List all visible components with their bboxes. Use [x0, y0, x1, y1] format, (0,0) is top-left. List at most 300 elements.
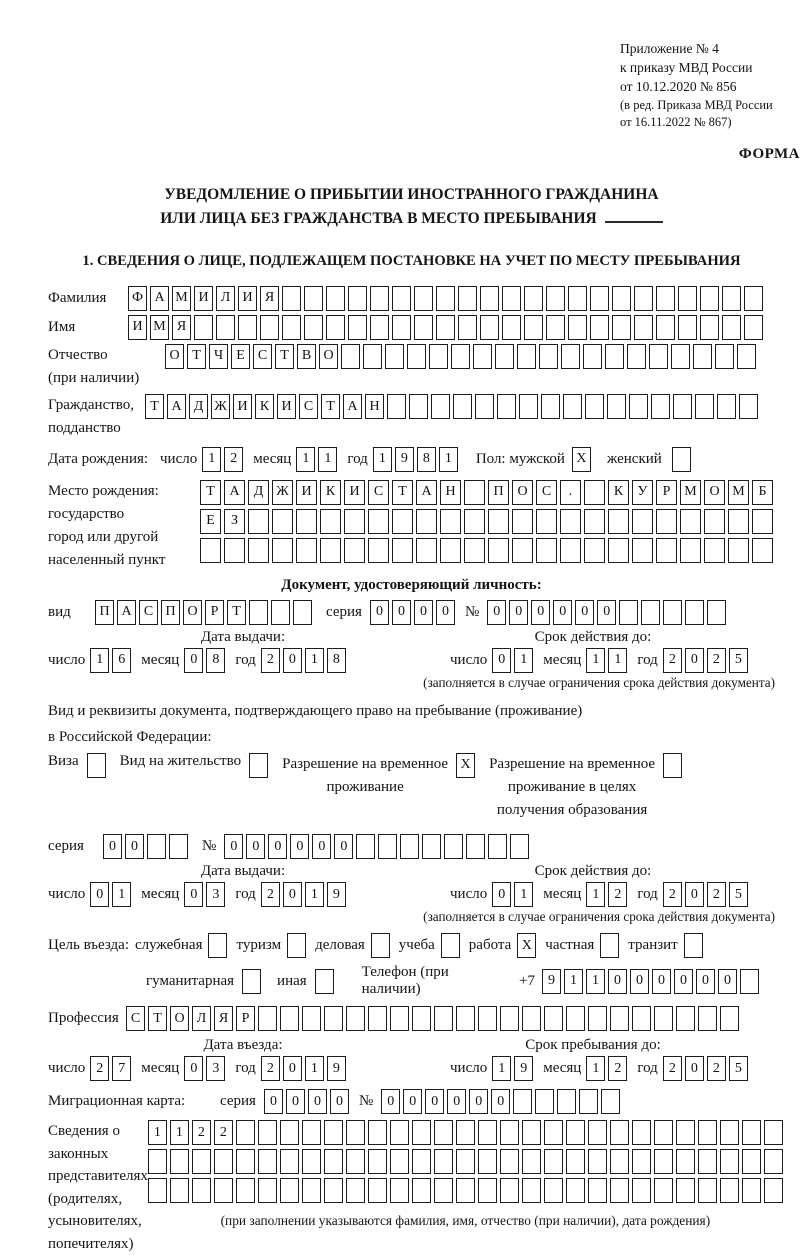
birthplace-cell[interactable]: Р	[656, 480, 677, 505]
surname-cell[interactable]	[722, 286, 741, 311]
birthplace-cell[interactable]	[728, 509, 749, 534]
name-cell[interactable]	[546, 315, 565, 340]
birthplace-cell[interactable]	[512, 509, 533, 534]
doc-number-cell[interactable]: 0	[575, 600, 594, 625]
phone-cell[interactable]: 0	[718, 969, 737, 994]
migration-series-cell[interactable]: 0	[264, 1089, 283, 1114]
surname-cell[interactable]	[436, 286, 455, 311]
permit-series-cell[interactable]: 0	[103, 834, 122, 859]
legal-cell[interactable]	[588, 1120, 607, 1145]
birthplace-cell[interactable]	[536, 509, 557, 534]
legal-cell[interactable]	[258, 1149, 277, 1174]
birthplace-cell[interactable]: И	[344, 480, 365, 505]
doc-issue-day-cell[interactable]: 1	[90, 648, 109, 673]
citizenship-cell[interactable]	[563, 394, 582, 419]
birth-year-cell[interactable]: 1	[373, 447, 392, 472]
birth-month-cell[interactable]: 1	[296, 447, 315, 472]
business-checkbox[interactable]	[371, 933, 390, 958]
surname-cell[interactable]	[392, 286, 411, 311]
legal-cell[interactable]	[544, 1178, 563, 1203]
entry-day-cell[interactable]: 7	[112, 1056, 131, 1081]
legal-cell[interactable]	[698, 1149, 717, 1174]
legal-cell[interactable]	[324, 1149, 343, 1174]
birthplace-cell[interactable]	[416, 509, 437, 534]
birthplace-cell[interactable]: К	[320, 480, 341, 505]
surname-cell[interactable]	[304, 286, 323, 311]
legal-cell[interactable]	[654, 1120, 673, 1145]
birthplace-cell[interactable]	[320, 538, 341, 563]
name-cell[interactable]	[480, 315, 499, 340]
birthplace-cell[interactable]	[608, 509, 629, 534]
profession-cell[interactable]	[500, 1006, 519, 1031]
birthplace-cell[interactable]	[584, 480, 605, 505]
name-cell[interactable]	[524, 315, 543, 340]
permit-number-cell[interactable]: 0	[224, 834, 243, 859]
surname-cell[interactable]	[678, 286, 697, 311]
name-cell[interactable]	[370, 315, 389, 340]
permit-valid-year-cell[interactable]: 2	[663, 882, 682, 907]
migration-number-cell[interactable]	[579, 1089, 598, 1114]
doc-issue-month-cell[interactable]: 8	[206, 648, 225, 673]
legal-cell[interactable]: 1	[148, 1120, 167, 1145]
birthplace-cell[interactable]	[680, 509, 701, 534]
permit-series-cell[interactable]: 0	[125, 834, 144, 859]
surname-cell[interactable]	[568, 286, 587, 311]
doc-kind-cell[interactable]: Т	[227, 600, 246, 625]
birthplace-cell[interactable]: О	[704, 480, 725, 505]
citizenship-cell[interactable]	[673, 394, 692, 419]
birthplace-cell[interactable]	[368, 538, 389, 563]
birthplace-cell[interactable]: Т	[392, 480, 413, 505]
profession-cell[interactable]	[346, 1006, 365, 1031]
profession-cell[interactable]	[610, 1006, 629, 1031]
birthplace-cell[interactable]	[392, 538, 413, 563]
legal-cell[interactable]	[632, 1149, 651, 1174]
legal-cell[interactable]	[434, 1120, 453, 1145]
birthplace-cell[interactable]: М	[680, 480, 701, 505]
entry-month-cell[interactable]: 3	[206, 1056, 225, 1081]
birthplace-cell[interactable]	[632, 509, 653, 534]
citizenship-cell[interactable]: К	[255, 394, 274, 419]
name-cell[interactable]	[260, 315, 279, 340]
humanitarian-checkbox[interactable]	[242, 969, 261, 994]
birth-day-cell[interactable]: 2	[224, 447, 243, 472]
tourism-checkbox[interactable]	[287, 933, 306, 958]
permit-valid-year-cell[interactable]: 5	[729, 882, 748, 907]
birthplace-cell[interactable]	[488, 509, 509, 534]
migration-number-cell[interactable]: 0	[381, 1089, 400, 1114]
patronymic-cell[interactable]	[693, 344, 712, 369]
patronymic-cell[interactable]	[649, 344, 668, 369]
patronymic-cell[interactable]: О	[165, 344, 184, 369]
birth-day-cell[interactable]: 1	[202, 447, 221, 472]
birthplace-cell[interactable]: А	[224, 480, 245, 505]
permit-number-cell[interactable]: 0	[312, 834, 331, 859]
migration-number-cell[interactable]	[535, 1089, 554, 1114]
legal-cell[interactable]	[654, 1149, 673, 1174]
legal-cell[interactable]	[676, 1149, 695, 1174]
temp-permit-checkbox[interactable]: X	[456, 753, 475, 778]
birthplace-cell[interactable]	[584, 538, 605, 563]
patronymic-cell[interactable]	[495, 344, 514, 369]
name-cell[interactable]	[634, 315, 653, 340]
doc-number-cell[interactable]	[707, 600, 726, 625]
permit-number-cell[interactable]: 0	[334, 834, 353, 859]
citizenship-cell[interactable]: Ж	[211, 394, 230, 419]
legal-cell[interactable]	[258, 1178, 277, 1203]
citizenship-cell[interactable]	[651, 394, 670, 419]
legal-cell[interactable]	[148, 1178, 167, 1203]
citizenship-cell[interactable]: Т	[145, 394, 164, 419]
transit-checkbox[interactable]	[684, 933, 703, 958]
migration-number-cell[interactable]	[513, 1089, 532, 1114]
permit-valid-day-cell[interactable]: 1	[514, 882, 533, 907]
birthplace-cell[interactable]: И	[296, 480, 317, 505]
study-checkbox[interactable]	[441, 933, 460, 958]
permit-issue-year-cell[interactable]: 0	[283, 882, 302, 907]
doc-series-cell[interactable]: 0	[392, 600, 411, 625]
permit-valid-year-cell[interactable]: 2	[707, 882, 726, 907]
doc-kind-cell[interactable]: Р	[205, 600, 224, 625]
surname-cell[interactable]	[480, 286, 499, 311]
entry-year-cell[interactable]: 9	[327, 1056, 346, 1081]
legal-cell[interactable]	[566, 1178, 585, 1203]
permit-issue-day-cell[interactable]: 1	[112, 882, 131, 907]
migration-number-cell[interactable]: 0	[469, 1089, 488, 1114]
name-cell[interactable]	[744, 315, 763, 340]
citizenship-cell[interactable]: Н	[365, 394, 384, 419]
patronymic-cell[interactable]	[671, 344, 690, 369]
doc-kind-cell[interactable]	[271, 600, 290, 625]
legal-cell[interactable]	[610, 1178, 629, 1203]
name-cell[interactable]	[700, 315, 719, 340]
name-cell[interactable]	[348, 315, 367, 340]
birthplace-cell[interactable]	[464, 538, 485, 563]
name-cell[interactable]	[502, 315, 521, 340]
citizenship-cell[interactable]	[607, 394, 626, 419]
name-cell[interactable]	[590, 315, 609, 340]
entry-year-cell[interactable]: 1	[305, 1056, 324, 1081]
legal-cell[interactable]	[588, 1178, 607, 1203]
birthplace-cell[interactable]	[344, 538, 365, 563]
surname-cell[interactable]	[612, 286, 631, 311]
doc-valid-year-cell[interactable]: 5	[729, 648, 748, 673]
doc-kind-cell[interactable]	[293, 600, 312, 625]
legal-cell[interactable]	[610, 1149, 629, 1174]
legal-cell[interactable]	[654, 1178, 673, 1203]
patronymic-cell[interactable]: С	[253, 344, 272, 369]
birthplace-cell[interactable]	[464, 509, 485, 534]
patronymic-cell[interactable]	[715, 344, 734, 369]
legal-cell[interactable]	[456, 1120, 475, 1145]
birth-year-cell[interactable]: 9	[395, 447, 414, 472]
migration-number-cell[interactable]: 0	[447, 1089, 466, 1114]
permit-issue-day-cell[interactable]: 0	[90, 882, 109, 907]
permit-issue-month-cell[interactable]: 3	[206, 882, 225, 907]
legal-cell[interactable]	[390, 1149, 409, 1174]
doc-valid-day-cell[interactable]: 1	[514, 648, 533, 673]
birthplace-cell[interactable]	[200, 538, 221, 563]
legal-cell[interactable]	[434, 1178, 453, 1203]
legal-cell[interactable]	[742, 1178, 761, 1203]
legal-cell[interactable]	[192, 1178, 211, 1203]
legal-cell[interactable]: 2	[192, 1120, 211, 1145]
birthplace-cell[interactable]	[488, 538, 509, 563]
legal-cell[interactable]	[566, 1149, 585, 1174]
birthplace-cell[interactable]	[344, 509, 365, 534]
stay-year-cell[interactable]: 5	[729, 1056, 748, 1081]
patronymic-cell[interactable]	[583, 344, 602, 369]
phone-cell[interactable]: 1	[564, 969, 583, 994]
permit-number-cell[interactable]	[444, 834, 463, 859]
legal-cell[interactable]	[346, 1120, 365, 1145]
legal-cell[interactable]	[764, 1149, 783, 1174]
profession-cell[interactable]	[632, 1006, 651, 1031]
permit-issue-month-cell[interactable]: 0	[184, 882, 203, 907]
doc-issue-year-cell[interactable]: 1	[305, 648, 324, 673]
profession-cell[interactable]: С	[126, 1006, 145, 1031]
migration-number-cell[interactable]	[601, 1089, 620, 1114]
legal-cell[interactable]	[412, 1120, 431, 1145]
doc-kind-cell[interactable]: С	[139, 600, 158, 625]
birthplace-cell[interactable]	[440, 538, 461, 563]
stay-day-cell[interactable]: 9	[514, 1056, 533, 1081]
legal-cell[interactable]	[720, 1178, 739, 1203]
legal-cell[interactable]	[302, 1149, 321, 1174]
female-checkbox[interactable]	[672, 447, 691, 472]
legal-cell[interactable]	[500, 1149, 519, 1174]
profession-cell[interactable]	[258, 1006, 277, 1031]
doc-series-cell[interactable]: 0	[414, 600, 433, 625]
citizenship-cell[interactable]	[519, 394, 538, 419]
name-cell[interactable]	[194, 315, 213, 340]
birthplace-cell[interactable]	[680, 538, 701, 563]
birthplace-cell[interactable]: Н	[440, 480, 461, 505]
stay-month-cell[interactable]: 1	[586, 1056, 605, 1081]
doc-kind-cell[interactable]: П	[161, 600, 180, 625]
citizenship-cell[interactable]	[431, 394, 450, 419]
official-checkbox[interactable]	[208, 933, 227, 958]
legal-cell[interactable]	[698, 1120, 717, 1145]
citizenship-cell[interactable]: А	[167, 394, 186, 419]
legal-cell[interactable]	[764, 1178, 783, 1203]
name-cell[interactable]	[304, 315, 323, 340]
stay-year-cell[interactable]: 2	[707, 1056, 726, 1081]
legal-cell[interactable]	[720, 1149, 739, 1174]
doc-kind-cell[interactable]: О	[183, 600, 202, 625]
profession-cell[interactable]	[368, 1006, 387, 1031]
birthplace-cell[interactable]	[416, 538, 437, 563]
surname-cell[interactable]	[282, 286, 301, 311]
legal-cell[interactable]	[324, 1120, 343, 1145]
birthplace-cell[interactable]	[752, 509, 773, 534]
phone-cell[interactable]: 1	[586, 969, 605, 994]
birthplace-cell[interactable]	[728, 538, 749, 563]
citizenship-cell[interactable]	[497, 394, 516, 419]
residence-checkbox[interactable]	[249, 753, 268, 778]
patronymic-cell[interactable]	[627, 344, 646, 369]
migration-number-cell[interactable]: 0	[403, 1089, 422, 1114]
profession-cell[interactable]	[302, 1006, 321, 1031]
migration-number-cell[interactable]: 0	[491, 1089, 510, 1114]
legal-cell[interactable]	[500, 1178, 519, 1203]
profession-cell[interactable]	[522, 1006, 541, 1031]
doc-issue-month-cell[interactable]: 0	[184, 648, 203, 673]
surname-cell[interactable]: И	[194, 286, 213, 311]
legal-cell[interactable]	[302, 1178, 321, 1203]
citizenship-cell[interactable]: А	[343, 394, 362, 419]
birthplace-cell[interactable]	[656, 509, 677, 534]
legal-cell[interactable]	[478, 1178, 497, 1203]
legal-cell[interactable]	[434, 1149, 453, 1174]
legal-cell[interactable]	[764, 1120, 783, 1145]
surname-cell[interactable]	[546, 286, 565, 311]
birthplace-cell[interactable]	[440, 509, 461, 534]
name-cell[interactable]	[238, 315, 257, 340]
name-cell[interactable]	[458, 315, 477, 340]
doc-number-cell[interactable]: 0	[487, 600, 506, 625]
visa-checkbox[interactable]	[87, 753, 106, 778]
surname-cell[interactable]	[458, 286, 477, 311]
patronymic-cell[interactable]: Ч	[209, 344, 228, 369]
citizenship-cell[interactable]	[453, 394, 472, 419]
birthplace-cell[interactable]: П	[488, 480, 509, 505]
patronymic-cell[interactable]: В	[297, 344, 316, 369]
profession-cell[interactable]	[588, 1006, 607, 1031]
permit-valid-month-cell[interactable]: 2	[608, 882, 627, 907]
name-cell[interactable]: Я	[172, 315, 191, 340]
profession-cell[interactable]	[698, 1006, 717, 1031]
legal-cell[interactable]	[368, 1120, 387, 1145]
birth-year-cell[interactable]: 1	[439, 447, 458, 472]
birthplace-cell[interactable]: Ж	[272, 480, 293, 505]
private-checkbox[interactable]	[600, 933, 619, 958]
birthplace-cell[interactable]	[704, 509, 725, 534]
birthplace-cell[interactable]	[248, 538, 269, 563]
birthplace-cell[interactable]: Т	[200, 480, 221, 505]
legal-cell[interactable]	[610, 1120, 629, 1145]
permit-number-cell[interactable]: 0	[290, 834, 309, 859]
doc-kind-cell[interactable]	[249, 600, 268, 625]
patronymic-cell[interactable]: Т	[187, 344, 206, 369]
doc-kind-cell[interactable]: А	[117, 600, 136, 625]
citizenship-cell[interactable]: Т	[321, 394, 340, 419]
permit-number-cell[interactable]	[400, 834, 419, 859]
migration-series-cell[interactable]: 0	[330, 1089, 349, 1114]
legal-cell[interactable]	[258, 1120, 277, 1145]
birthplace-cell[interactable]	[296, 538, 317, 563]
legal-cell[interactable]	[500, 1120, 519, 1145]
legal-cell[interactable]	[280, 1149, 299, 1174]
doc-number-cell[interactable]: 0	[553, 600, 572, 625]
birthplace-cell[interactable]	[560, 538, 581, 563]
name-cell[interactable]	[722, 315, 741, 340]
legal-cell[interactable]	[390, 1120, 409, 1145]
permit-number-cell[interactable]	[378, 834, 397, 859]
legal-cell[interactable]	[522, 1149, 541, 1174]
birthplace-cell[interactable]: Б	[752, 480, 773, 505]
birthplace-cell[interactable]	[608, 538, 629, 563]
profession-cell[interactable]	[324, 1006, 343, 1031]
legal-cell[interactable]	[170, 1149, 189, 1174]
permit-issue-year-cell[interactable]: 9	[327, 882, 346, 907]
legal-cell[interactable]	[676, 1120, 695, 1145]
profession-cell[interactable]	[544, 1006, 563, 1031]
birthplace-cell[interactable]	[752, 538, 773, 563]
permit-number-cell[interactable]	[466, 834, 485, 859]
migration-series-cell[interactable]: 0	[308, 1089, 327, 1114]
birth-year-cell[interactable]: 8	[417, 447, 436, 472]
surname-cell[interactable]: И	[238, 286, 257, 311]
birthplace-cell[interactable]	[512, 538, 533, 563]
legal-cell[interactable]	[236, 1178, 255, 1203]
legal-cell[interactable]	[192, 1149, 211, 1174]
phone-cell[interactable]: 0	[696, 969, 715, 994]
legal-cell[interactable]	[478, 1120, 497, 1145]
permit-issue-year-cell[interactable]: 2	[261, 882, 280, 907]
work-checkbox[interactable]: X	[517, 933, 536, 958]
doc-valid-month-cell[interactable]: 1	[608, 648, 627, 673]
doc-valid-month-cell[interactable]: 1	[586, 648, 605, 673]
entry-year-cell[interactable]: 0	[283, 1056, 302, 1081]
stay-year-cell[interactable]: 2	[663, 1056, 682, 1081]
phone-cell[interactable]: 0	[608, 969, 627, 994]
legal-cell[interactable]	[478, 1149, 497, 1174]
doc-number-cell[interactable]: 0	[597, 600, 616, 625]
birthplace-cell[interactable]	[464, 480, 485, 505]
profession-cell[interactable]	[676, 1006, 695, 1031]
patronymic-cell[interactable]	[385, 344, 404, 369]
birthplace-cell[interactable]	[560, 509, 581, 534]
doc-valid-day-cell[interactable]: 0	[492, 648, 511, 673]
doc-number-cell[interactable]: 0	[509, 600, 528, 625]
doc-issue-year-cell[interactable]: 8	[327, 648, 346, 673]
birthplace-cell[interactable]	[248, 509, 269, 534]
legal-cell[interactable]	[412, 1149, 431, 1174]
birthplace-cell[interactable]	[632, 538, 653, 563]
permit-series-cell[interactable]	[169, 834, 188, 859]
legal-cell[interactable]	[280, 1178, 299, 1203]
name-cell[interactable]	[216, 315, 235, 340]
legal-cell[interactable]	[236, 1120, 255, 1145]
birthplace-cell[interactable]: К	[608, 480, 629, 505]
permit-valid-month-cell[interactable]: 1	[586, 882, 605, 907]
profession-cell[interactable]: О	[170, 1006, 189, 1031]
birthplace-cell[interactable]	[536, 538, 557, 563]
birthplace-cell[interactable]	[224, 538, 245, 563]
citizenship-cell[interactable]: С	[299, 394, 318, 419]
birthplace-cell[interactable]: .	[560, 480, 581, 505]
profession-cell[interactable]: Т	[148, 1006, 167, 1031]
legal-cell[interactable]	[368, 1178, 387, 1203]
doc-issue-year-cell[interactable]: 2	[261, 648, 280, 673]
legal-cell[interactable]	[522, 1178, 541, 1203]
doc-issue-year-cell[interactable]: 0	[283, 648, 302, 673]
doc-series-cell[interactable]: 0	[370, 600, 389, 625]
birthplace-cell[interactable]: З	[224, 509, 245, 534]
profession-cell[interactable]: Л	[192, 1006, 211, 1031]
permit-number-cell[interactable]	[356, 834, 375, 859]
migration-number-cell[interactable]	[557, 1089, 576, 1114]
patronymic-cell[interactable]	[429, 344, 448, 369]
doc-valid-year-cell[interactable]: 2	[707, 648, 726, 673]
doc-valid-year-cell[interactable]: 0	[685, 648, 704, 673]
profession-cell[interactable]	[280, 1006, 299, 1031]
patronymic-cell[interactable]	[539, 344, 558, 369]
surname-cell[interactable]	[370, 286, 389, 311]
entry-month-cell[interactable]: 0	[184, 1056, 203, 1081]
legal-cell[interactable]	[588, 1149, 607, 1174]
